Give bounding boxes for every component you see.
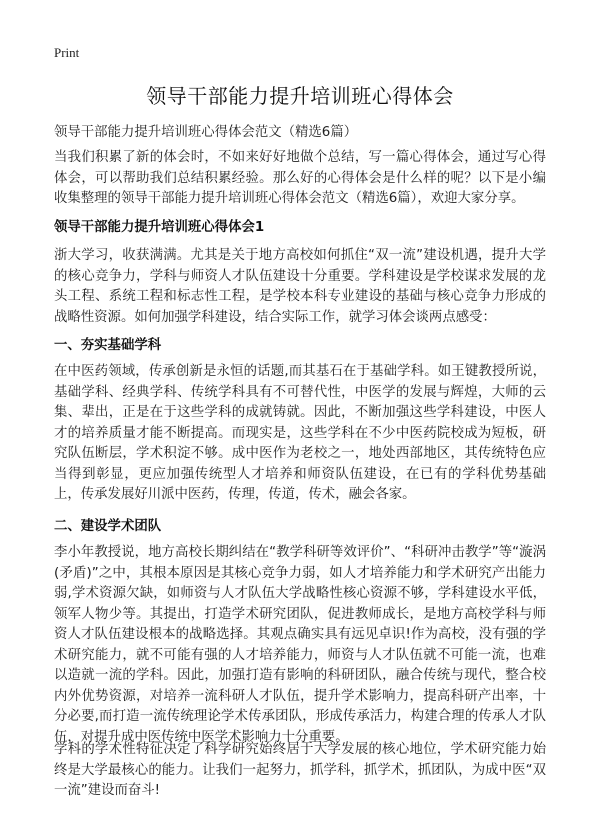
page-title: 领导干部能力提升培训班心得体会 xyxy=(146,84,454,108)
section-paragraph: 浙大学习，收获满满。尤其是关于地方高校如何抓住“双一流”建设机遇，提升大学的核心竞争力，学科与师资人才队伍建设十分重要。学科建设是学校谋求发展的龙头工程、系统工程和标志性工程，是学校本科专业建设的基础与核心竞争力形成的战略性资源。如何加强学科建设，结合实际工作，就学习体会谈两点感受： xyxy=(54,248,546,325)
subheading-foundational-disciplines: 一、夯实基础学科 xyxy=(54,338,162,353)
section-title: 领导干部能力提升培训班心得体会1 xyxy=(54,220,265,235)
subheading-academic-team: 二、建设学术团队 xyxy=(54,519,162,534)
paragraph-academic-team: 李小年教授说，地方高校长期纠结在“教学科研等效评价”、“科研冲击教学”等“漩涡(矛盾)”之中，其根本原因是其核心竞争力弱，如人才培养能力和学术研究产出能力弱,学术资源欠缺，如师资与人才队伍大学战略性核心资源不够，学科建设水平低，领军人物少等。其提出，打造学术研究团队，促进教师成长，是地方高校学科与师资人才队伍建设根本的战略选择。其观点确实具有远见卓识!作为高校，没有强的学术研究能力，就不可能有强的人才培养能力，师资与人才队伍就不可能一流，也难以造就一流的学科。因此，加强打造有影响的科研团队，融合传统与现代，整合校内外优势资源，对培养一流科研人才队伍，提升学术影响力，提高科研产出率，十分必要,而打造一流传统理论学术传承团队，形成传承活力，构建合理的传承人才队伍，对提升成中医传统中医学术影响力十分重要。 xyxy=(54,545,546,745)
closing-paragraph: 学科的学术性特征决定了科学研究始终居于大学发展的核心地位，学术研究能力始终是大学最核心的能力。让我们一起努力，抓学科，抓学术，抓团队，为成中医“双一流”建设而奋斗! xyxy=(54,742,546,798)
print-link[interactable]: Print xyxy=(54,45,80,60)
intro-paragraph: 当我们积累了新的体会时，不如来好好地做个总结，写一篇心得体会，通过写心得体会，可以帮助我们总结积累经验。那么好的心得体会是什么样的呢？以下是小编收集整理的领导干部能力提升培训班心得体会范文（精选6篇），欢迎大家分享。 xyxy=(54,150,546,206)
document-subtitle: 领导干部能力提升培训班心得体会范文（精选6篇） xyxy=(54,125,358,140)
paragraph-foundational-disciplines: 在中医药领域，传承创新是永恒的话题,而其基石在于基础学科。如王键教授所说，基础学科、经典学科、传统学科具有不可替代性，中医学的发展与辉煌，大师的云集、辈出，正是在于这些学科的成就铸就。因此，不断加强这些学科建设，中医人才的培养质量才能不断提高。而现实是，这些学科在不少中医药院校成为短板，研究队伍断层，学术积淀不够。成中医作为老校之一，地处西部地区，其传统特色应当得到彰显，更应加强传统型人才培养和师资队伍建设，在已有的学科优势基础上，传承发展好川派中医药，传理，传道，传术，融会各家。 xyxy=(54,364,546,502)
